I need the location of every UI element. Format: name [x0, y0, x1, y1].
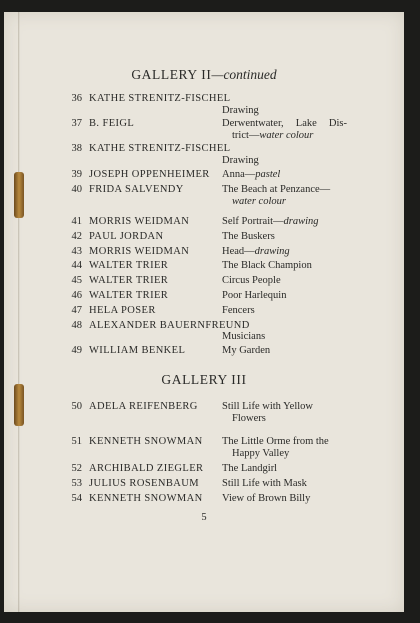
entry-title-line-2 — [222, 130, 347, 142]
entry-number: 37 — [71, 118, 82, 129]
title-medium: pastel — [255, 169, 281, 180]
entry-artist: B. FEIGL — [89, 118, 135, 129]
entry-number: 50 — [71, 401, 82, 412]
title-main: trict— — [232, 130, 260, 141]
entry-artist: PAUL JORDAN — [89, 231, 164, 242]
title-main: Anna— — [222, 169, 256, 180]
entry-title: My Garden — [222, 345, 271, 356]
entry-artist: MORRIS WEIDMAN — [89, 216, 190, 227]
entry-title — [222, 401, 347, 425]
entry-title-line-1: The Little Orme from the — [222, 436, 329, 447]
entry-artist: MORRIS WEIDMAN — [89, 246, 190, 257]
entry-artist: KATHE STRENITZ-FISCHEL — [89, 143, 231, 154]
entry-title — [222, 184, 347, 208]
entry-title: View of Brown Billy — [222, 493, 311, 504]
entry-title — [222, 169, 347, 181]
entry-title-line-2: Happy Valley — [232, 448, 290, 459]
entry-number: 45 — [71, 275, 82, 286]
entry-title — [222, 436, 347, 460]
gallery-3-title: GALLERY III — [161, 372, 247, 387]
entry-title — [222, 216, 347, 228]
entry-title: Fencers — [222, 305, 255, 316]
entry-title-line-1: The Beach at Penzance— — [222, 184, 331, 195]
entry-artist: HELA POSER — [89, 305, 156, 316]
entry-title: The Black Champion — [222, 260, 312, 271]
entry-artist: KENNETH SNOWMAN — [89, 493, 203, 504]
entry-artist: FRIDA SALVENDY — [89, 184, 184, 195]
gallery-2-continued: —continued — [211, 67, 277, 82]
entry-title: Still Life with Mask — [222, 478, 307, 489]
entry-number: 48 — [71, 320, 82, 331]
entry-title — [222, 118, 347, 142]
page-number: 5 — [201, 512, 207, 523]
entry-title — [222, 246, 347, 258]
entry-title: Drawing — [222, 105, 259, 116]
entry-title: Poor Harlequin — [222, 290, 287, 301]
gallery-2-heading — [4, 67, 404, 83]
title-medium: water colour — [259, 130, 314, 141]
entry-title: The Buskers — [222, 231, 275, 242]
title-main: Self Portrait— — [222, 216, 284, 227]
staple-top — [14, 172, 24, 218]
entry-title-line-1: Still Life with Yellow — [222, 401, 314, 412]
entry-title-line-2: Flowers — [232, 413, 266, 424]
entry-number: 40 — [71, 184, 82, 195]
entry-artist: KATHE STRENITZ-FISCHEL — [89, 93, 231, 104]
title-medium: drawing — [283, 216, 319, 227]
entry-title: Circus People — [222, 275, 281, 286]
gallery-3-heading — [4, 372, 404, 388]
entry-number: 38 — [71, 143, 82, 154]
entry-title-line-2: water colour — [232, 196, 286, 207]
entry-title: Musicians — [222, 331, 266, 342]
entry-number: 47 — [71, 305, 82, 316]
entry-artist: JOSEPH OPPENHEIMER — [89, 169, 210, 180]
entry-artist: WALTER TRIER — [89, 260, 169, 271]
title-main: Head— — [222, 246, 255, 257]
entry-artist: JULIUS ROSENBAUM — [89, 478, 199, 489]
entry-title: Drawing — [222, 155, 259, 166]
entry-artist: WALTER TRIER — [89, 290, 169, 301]
entry-artist: WALTER TRIER — [89, 275, 169, 286]
gallery-2-title: GALLERY II — [131, 67, 212, 82]
entry-title-line-1: Derwentwater, Lake Dis- — [222, 118, 347, 129]
entry-number: 39 — [71, 169, 82, 180]
entry-artist: ALEXANDER BAUERNFREUND — [89, 320, 250, 331]
entry-number: 52 — [71, 463, 82, 474]
entry-artist: WILLIAM BENKEL — [89, 345, 186, 356]
entry-artist: ADELA REIFENBERG — [89, 401, 198, 412]
staple-bottom — [14, 384, 24, 426]
entry-number: 41 — [71, 216, 82, 227]
entry-artist: KENNETH SNOWMAN — [89, 436, 203, 447]
entry-number: 43 — [71, 246, 82, 257]
entry-number: 53 — [71, 478, 82, 489]
title-medium: drawing — [254, 246, 290, 257]
entry-number: 51 — [71, 436, 82, 447]
entry-number: 42 — [71, 231, 82, 242]
entry-number: 46 — [71, 290, 82, 301]
entry-number: 54 — [71, 493, 82, 504]
entry-title: The Landgirl — [222, 463, 278, 474]
entry-number: 44 — [71, 260, 82, 271]
entry-artist: ARCHIBALD ZIEGLER — [89, 463, 204, 474]
entry-number: 49 — [71, 345, 82, 356]
catalogue-page — [4, 12, 404, 612]
entry-number: 36 — [71, 93, 82, 104]
